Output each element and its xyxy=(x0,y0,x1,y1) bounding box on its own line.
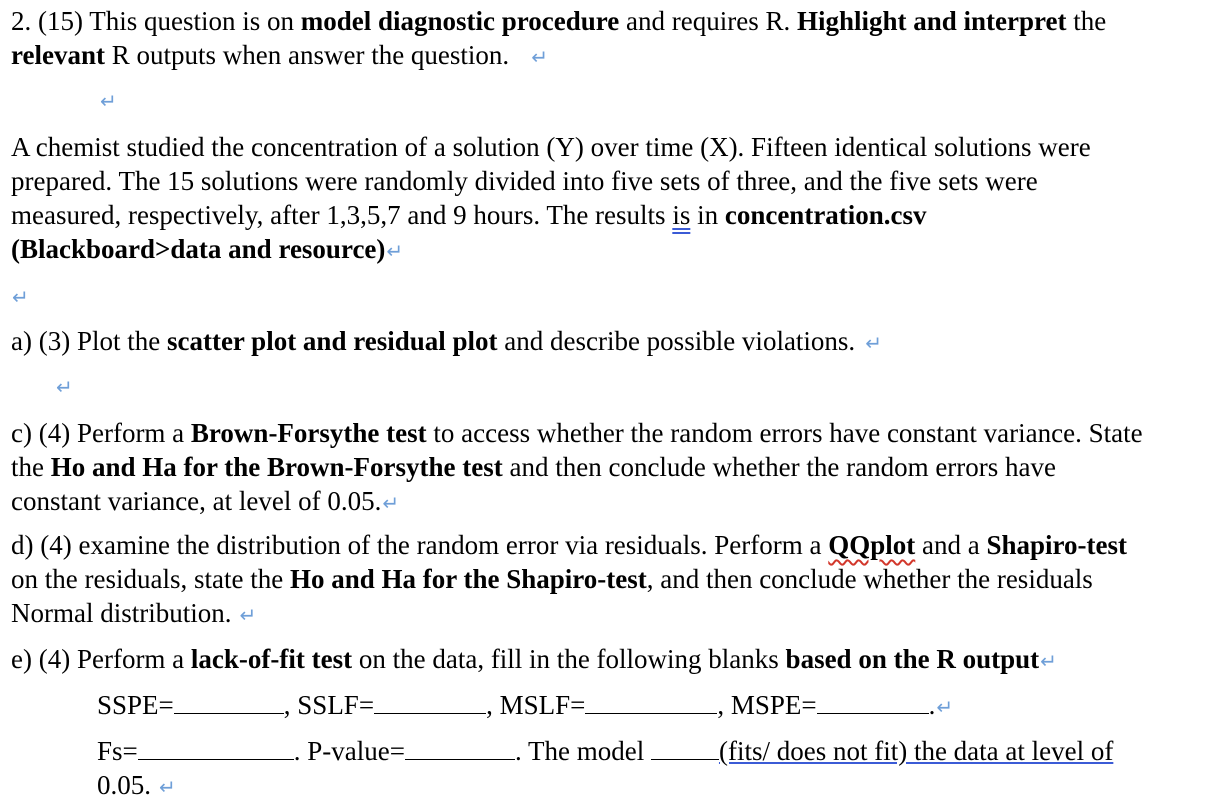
paragraph-mark-icon: ↵ xyxy=(531,45,548,69)
intro-line-2: prepared. The 15 solutions were randomly divided into five sets of three, and the five sets were xyxy=(11,166,1038,196)
bold-phrase: Shapiro-test xyxy=(986,530,1128,560)
paragraph-mark-icon: ↵ xyxy=(382,491,400,515)
paragraph-mark-icon: ↵ xyxy=(56,375,73,399)
question-c-line-1: c) (4) Perform a Brown-Forsythe test to access whether the random errors have constant variance. State xyxy=(11,418,1143,448)
grammar-flag: is xyxy=(672,200,691,230)
question-d-line-3: Normal distribution. ↵ xyxy=(11,598,257,628)
question-d-line-1: d) (4) examine the distribution of the random error via residuals. Perform a QQplot and a Shapiro-test xyxy=(11,530,1128,560)
bold-phrase: Highlight and interpret xyxy=(796,6,1067,36)
empty-paragraph xyxy=(96,82,117,118)
file-name: concentration.csv xyxy=(724,200,927,230)
bold-phrase: relevant xyxy=(11,40,105,70)
question-d-line-2: on the residuals, state the Ho and Ha for the Shapiro-test, and then conclude whether the residuals xyxy=(11,564,1093,594)
intro-line-4 xyxy=(11,232,403,268)
model-fit-blank[interactable] xyxy=(651,735,719,760)
paragraph-mark-icon: ↵ xyxy=(865,331,882,355)
paragraph-mark-icon: ↵ xyxy=(386,239,404,263)
question-e-blanks-line-1: SSPE= , SSLF= , MSLF= , MSPE= .↵ xyxy=(97,690,954,720)
bold-phrase: based on the R output xyxy=(785,644,1040,674)
bold-phrase: Brown-Forsythe test xyxy=(190,418,427,448)
question-a: a) (3) Plot the scatter plot and residual plot and describe possible violations. ↵ xyxy=(11,326,882,356)
bold-phrase: scatter plot and residual plot xyxy=(166,326,498,356)
p-value-blank[interactable] xyxy=(405,735,515,760)
bold-phrase: Ho and Ha for the Brown-Forsythe test xyxy=(50,452,503,482)
bold-phrase: lack-of-fit test xyxy=(190,644,353,674)
empty-paragraph xyxy=(11,278,29,314)
question-header-line-1: 2. (15) This question is on model diagnostic procedure and requires R. Highlight and interpret the xyxy=(11,6,1107,36)
paragraph-mark-icon: ↵ xyxy=(1040,649,1057,673)
question-c-line-2: the Ho and Ha for the Brown-Forsythe test and then conclude whether the random errors have xyxy=(11,452,1057,482)
sslf-blank[interactable] xyxy=(374,689,486,714)
mslf-blank[interactable] xyxy=(585,689,717,714)
paragraph-mark-icon: ↵ xyxy=(100,89,117,113)
question-e-blanks-line-2: Fs= . P-value= . The model (fits/ does not fit) the data at level of xyxy=(97,736,1114,766)
paragraph-mark-icon: ↵ xyxy=(239,603,257,627)
spellcheck-flag: QQplot xyxy=(828,530,916,560)
bold-phrase: Ho and Ha for the Shapiro-test xyxy=(289,564,647,594)
paragraph-mark-icon: ↵ xyxy=(159,775,176,799)
question-header-line-2: relevant R outputs when answer the question. ↵ xyxy=(11,40,548,70)
question-c-line-3: constant variance, at level of 0.05.↵ xyxy=(11,486,400,516)
mspe-blank[interactable] xyxy=(817,689,929,714)
fs-blank[interactable] xyxy=(138,735,294,760)
intro-line-3: measured, respectively, after 1,3,5,7 and 9 hours. The results is in concentration.csv xyxy=(11,200,927,230)
fit-options: (fits/ does not fit) the data at level of xyxy=(718,736,1114,766)
question-e-blanks-line-3: 0.05. ↵ xyxy=(97,770,176,800)
data-location: (Blackboard>data and resource) xyxy=(11,234,386,264)
question-e-line-1: e) (4) Perform a lack-of-fit test on the data, fill in the following blanks based on the R output↵ xyxy=(11,644,1057,674)
intro-line-1: A chemist studied the concentration of a solution (Y) over time (X). Fifteen identical solutions were xyxy=(11,132,1091,162)
paragraph-mark-icon: ↵ xyxy=(936,695,954,719)
paragraph-mark-icon: ↵ xyxy=(12,285,29,309)
empty-paragraph xyxy=(52,368,73,404)
bold-phrase: model diagnostic procedure xyxy=(300,6,620,36)
sspe-blank[interactable] xyxy=(174,689,284,714)
